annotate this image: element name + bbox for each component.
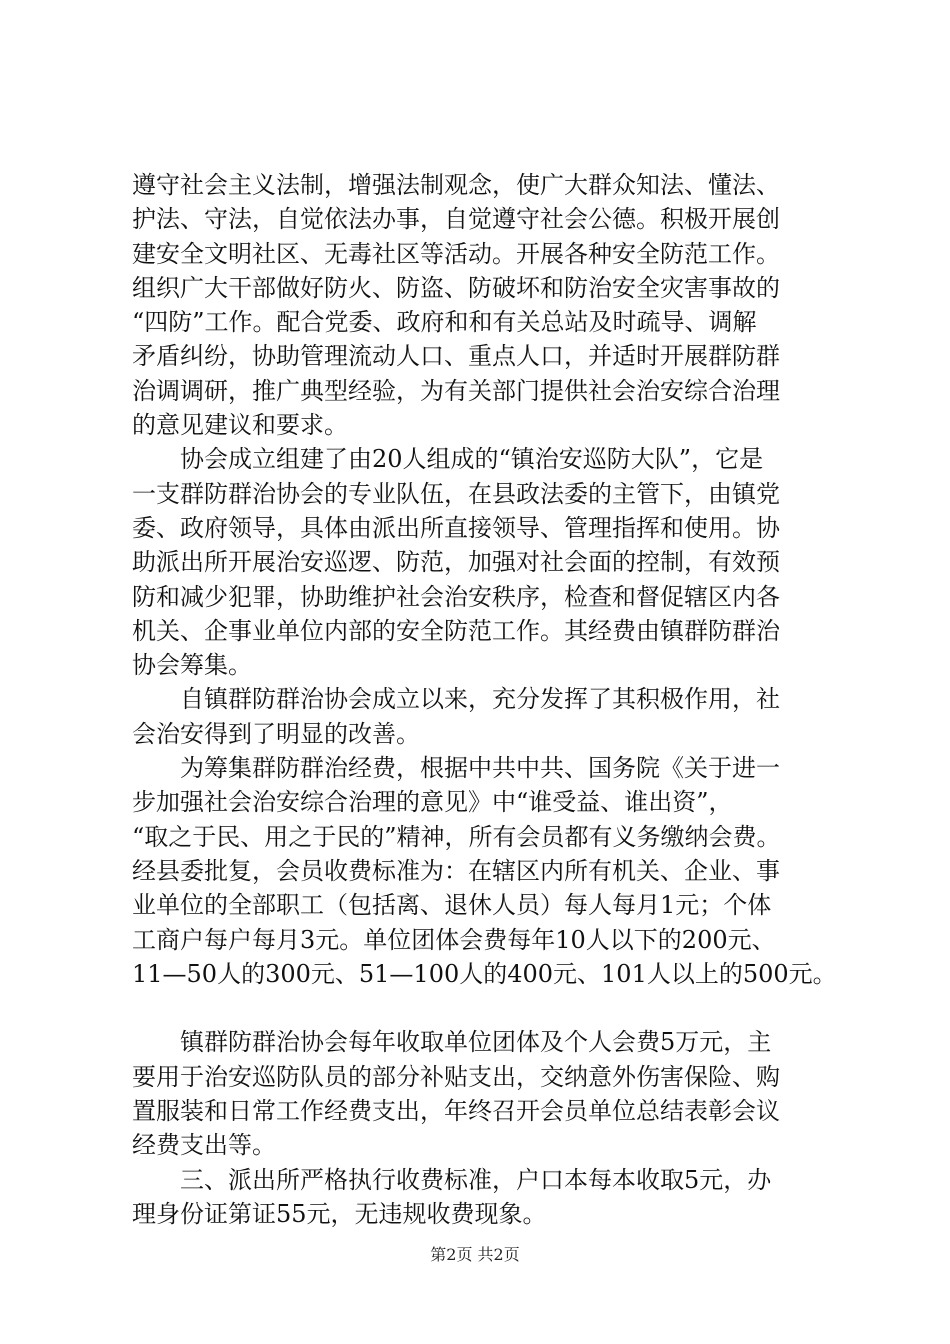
document-body <box>132 168 837 1231</box>
text-line: 的意见建议和要求。 <box>132 411 348 440</box>
text-line: 委、政府领导，具体由派出所直接领导、管理指挥和使用。协 <box>132 513 780 542</box>
text-line: 镇群防群治协会每年收取单位团体及个人会费5万元，主 <box>132 1028 772 1057</box>
text-line: 助派出所开展治安巡逻、防范，加强对社会面的控制，有效预 <box>132 548 780 577</box>
text-line: 置服装和日常工作经费支出，年终召开会员单位总结表彰会议 <box>132 1097 780 1126</box>
text-line: 矛盾纠纷，协助管理流动人口、重点人口，并适时开展群防群 <box>132 342 780 371</box>
paragraph-5 <box>132 1025 824 1162</box>
text-line: “四防”工作。配合党委、政府和和有关总站及时疏导、调解 <box>132 308 757 337</box>
text-line: 机关、企事业单位内部的安全防范工作。其经费由镇群防群治 <box>132 616 780 645</box>
paragraph-2 <box>132 442 824 682</box>
paragraph-3 <box>132 682 824 751</box>
text-line: 步加强社会治安综合治理的意见》中“谁受益、谁出资”， <box>132 788 733 817</box>
text-line: 组织广大干部做好防火、防盗、防破坏和防治安全灾害事故的 <box>132 273 780 302</box>
text-line: 遵守社会主义法制，增强法制观念，使广大群众知法、懂法、 <box>132 171 780 199</box>
text-line: 经县委批复，会员收费标准为：在辖区内所有机关、企业、事 <box>132 856 780 885</box>
paragraph-4 <box>132 751 837 991</box>
blank-line <box>132 991 824 1025</box>
text-line: 理身份证第证55元，无违规收费现象。 <box>132 1199 547 1228</box>
paragraph-6 <box>132 1163 824 1232</box>
text-line: 经费支出等。 <box>132 1131 276 1160</box>
text-line: 防和减少犯罪，协助维护社会治安秩序，检查和督促辖区内各 <box>132 582 780 611</box>
text-line: 工商户每户每月3元。单位团体会费每年10人以下的200元、 <box>132 925 776 954</box>
paragraph-1 <box>132 168 824 442</box>
text-line: 11—50人的300元、51—100人的400元、101人以上的500元。 <box>132 959 837 988</box>
text-line: 业单位的全部职工（包括离、退休人员）每人每月1元；个体 <box>132 891 772 920</box>
text-line: 护法、守法，自觉依法办事，自觉遵守社会公德。积极开展创 <box>132 205 780 234</box>
text-line: 为筹集群防群治经费，根据中共中共、国务院《关于进一 <box>132 754 780 783</box>
page-number-footer: 第2页 共2页 <box>430 1245 520 1264</box>
text-line: 会治安得到了明显的改善。 <box>132 719 420 748</box>
text-line: 协会筹集。 <box>132 651 252 680</box>
text-line: 协会成立组建了由20人组成的“镇治安巡防大队”，它是 <box>132 445 764 474</box>
text-line: 三、派出所严格执行收费标准，户口本每本收取5元，办 <box>132 1165 772 1194</box>
text-line: 自镇群防群治协会成立以来，充分发挥了其积极作用，社 <box>132 685 780 714</box>
text-line: 一支群防群治协会的专业队伍，在县政法委的主管下，由镇党 <box>132 479 780 508</box>
text-line: “取之于民、用之于民的”精神，所有会员都有义务缴纳会费。 <box>132 822 781 851</box>
text-line: 建安全文明社区、无毒社区等活动。开展各种安全防范工作。 <box>132 239 780 268</box>
text-line: 治调调研，推广典型经验，为有关部门提供社会治安综合治理 <box>132 376 780 405</box>
text-line: 要用于治安巡防队员的部分补贴支出，交纳意外伤害保险、购 <box>132 1062 780 1091</box>
